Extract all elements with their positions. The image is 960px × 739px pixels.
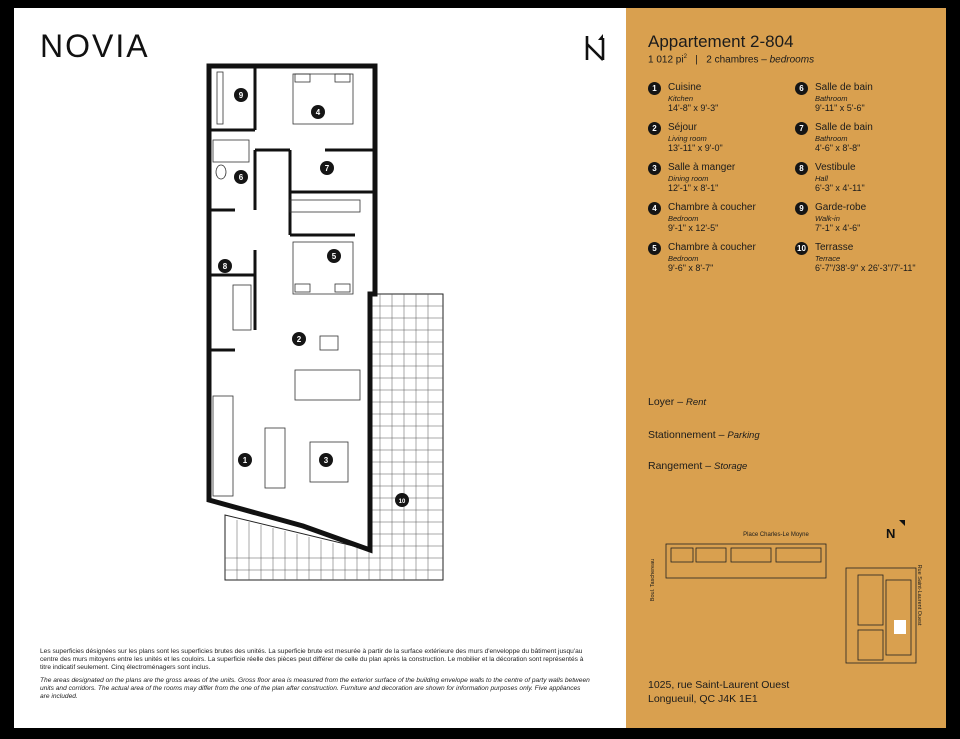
room-name-fr: Garde-robe <box>815 202 867 213</box>
address-line-1: 1025, rue Saint-Laurent Ouest <box>648 679 790 691</box>
room-name-fr: Chambre à coucher <box>668 202 756 213</box>
rent-dash: – <box>677 396 684 408</box>
room-dimensions: 14'-8" x 9'-3" <box>668 103 719 113</box>
disclaimer-en: The areas designated on the plans are the gross areas of the units. Gross floor area is measured from the exterior surface of the building envelope walls to the centre of party walls between units and corridors. The actual area of the rooms may differ from the one of the plan after construction. Furniture and decoration are shown for information purposes only. Five appliances are included. <box>40 676 590 701</box>
room-name-en: Bedroom <box>668 254 699 263</box>
plan-label-8: 8 <box>222 262 228 271</box>
plan-label-4: 4 <box>315 108 321 117</box>
unit-highlight <box>894 620 906 634</box>
room-name-en: Bathroom <box>815 134 848 143</box>
storage-line <box>648 460 747 472</box>
room-number-badge: 8 <box>795 162 808 175</box>
room-name-fr: Salle à manger <box>668 162 736 173</box>
room-name-fr: Terrasse <box>815 242 854 253</box>
street-label-top: Place Charles-Le Moyne <box>743 532 809 538</box>
room-dimensions: 12'-1" x 8'-1" <box>668 183 719 193</box>
room-dimensions: 6'-7"/38'-9" x 26'-3"/7'-11" <box>815 263 916 273</box>
rent-line <box>648 396 706 408</box>
room-name-fr: Chambre à coucher <box>668 242 756 253</box>
storage-dash: – <box>705 460 712 472</box>
room-number-badge: 9 <box>795 202 808 215</box>
room-dimensions: 7'-1" x 4'-6" <box>815 223 861 233</box>
room-number-badge: 3 <box>648 162 661 175</box>
room-name-en: Bathroom <box>815 94 848 103</box>
north-arrow-icon <box>584 34 606 62</box>
room-name-en: Living room <box>668 134 707 143</box>
disclaimer-fr: Les superficies désignées sur les plans sont les superficies brutes des unités. La superficie brute est mesurée à partir de la surface extérieure des murs d'enveloppe du bâtiment jusqu'au centre des murs mitoyens entre les unités et les couloirs. La superficie réelle des pièces peut différer de celle du plan après la construction. Le mobilier et la décoration sont représentés à titre indicatif seulement. Cinq électroménagers sont inclus. <box>40 648 584 672</box>
storage-label-en: Storage <box>713 461 748 472</box>
room-number-badge: 10 <box>795 242 808 255</box>
storage-label-fr: Rangement <box>648 460 703 472</box>
keyplan-north-icon: N <box>886 526 896 541</box>
plan-label-10: 10 <box>398 499 406 505</box>
site-key-plan <box>636 520 936 675</box>
keyplan-north-arrow-icon <box>899 520 905 526</box>
room-name-en: Kitchen <box>668 94 694 103</box>
apartment-summary <box>648 54 814 65</box>
plan-label-1: 1 <box>242 456 248 465</box>
summary-separator: | <box>695 54 698 66</box>
apartment-title: Appartement 2-804 <box>648 32 794 51</box>
site-buildings <box>666 544 916 663</box>
room-name-en: Hall <box>815 174 828 183</box>
room-name-fr: Salle de bain <box>815 82 873 93</box>
plan-label-3: 3 <box>323 456 329 465</box>
room-dimensions: 6'-3" x 4'-11" <box>815 183 865 193</box>
room-number-badge: 4 <box>648 202 661 215</box>
room-name-en: Bedroom <box>668 214 699 223</box>
room-name-en: Walk-in <box>815 214 840 223</box>
bedrooms-dash: – <box>761 54 767 66</box>
street-label-left: Boul. Taschereau <box>650 558 656 602</box>
apartment-bedrooms-fr: 2 chambres <box>706 54 759 66</box>
parking-label-fr: Stationnement <box>648 429 716 441</box>
room-dimensions: 4'-6" x 8'-8" <box>815 143 861 153</box>
room-name-fr: Vestibule <box>815 162 856 173</box>
room-name-fr: Séjour <box>668 122 697 133</box>
room-dimensions: 13'-11" x 9'-0" <box>668 143 723 153</box>
room-name-fr: Cuisine <box>668 82 702 93</box>
room-dimensions: 9'-11" x 5'-6" <box>815 103 865 113</box>
room-dimensions: 9'-1" x 12'-5" <box>668 223 719 233</box>
plan-label-9: 9 <box>238 91 244 100</box>
parking-label-en: Parking <box>727 430 760 441</box>
parking-dash: – <box>718 429 725 441</box>
room-dimensions: 9'-6" x 8'-7" <box>668 263 714 273</box>
room-number-badge: 2 <box>648 122 661 135</box>
room-number-badge: 1 <box>648 82 661 95</box>
room-name-en: Dining room <box>668 174 709 183</box>
address-line-2: Longueuil, QC J4K 1E1 <box>648 693 758 705</box>
plan-label-6: 6 <box>238 173 244 182</box>
apartment-floor-plan <box>195 60 455 590</box>
building-address <box>648 678 789 706</box>
street-label-right: Rue Saint-Laurent Ouest <box>916 564 922 626</box>
apartment-bedrooms-en: bedrooms <box>769 54 815 66</box>
room-name-en: Terrace <box>815 254 841 263</box>
plan-label-2: 2 <box>296 335 302 344</box>
parking-line <box>648 429 760 441</box>
room-number-badge: 5 <box>648 242 661 255</box>
rent-label-fr: Loyer <box>648 396 675 408</box>
room-number-badge: 7 <box>795 122 808 135</box>
rent-label-en: Rent <box>685 397 707 408</box>
area-unit-superscript: 2 <box>683 54 687 60</box>
plan-label-7: 7 <box>324 164 330 173</box>
disclaimer <box>40 648 590 705</box>
apartment-area: 1 012 pi <box>648 54 684 66</box>
room-name-fr: Salle de bain <box>815 122 873 133</box>
room-number-badge: 6 <box>795 82 808 95</box>
plan-label-5: 5 <box>331 252 337 261</box>
brand-logo: NOVIA <box>40 28 150 64</box>
